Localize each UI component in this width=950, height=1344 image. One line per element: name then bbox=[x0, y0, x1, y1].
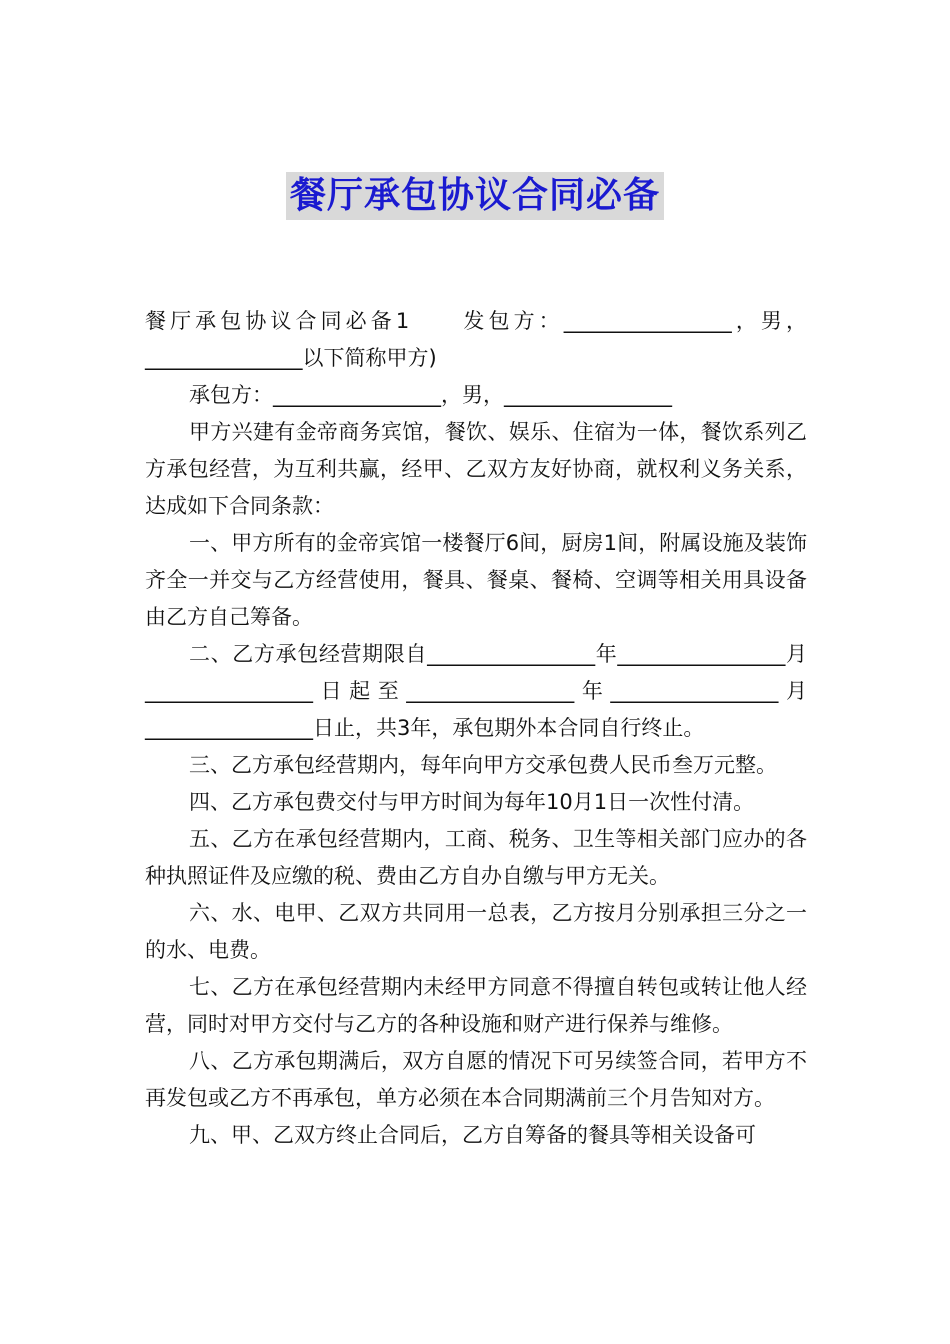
paragraph: 一、甲方所有的金帝宾馆一楼餐厅6间，厨房1间，附属设施及装饰齐全一并交与乙方经营使用，餐具、餐桌、餐椅、空调等相关用具设备由乙方自己筹备。 bbox=[145, 531, 807, 629]
paragraph: 三、乙方承包经营期内，每年向甲方交承包费人民币叁万元整。 bbox=[189, 753, 777, 777]
paragraph: 八、乙方承包期满后，双方自愿的情况下可另续签合同，若甲方不再发包或乙方不再承包，单方必须在本合同期满前三个月告知对方。 bbox=[145, 1049, 807, 1110]
paragraph: 七、乙方在承包经营期内未经甲方同意不得擅自转包或转让他人经营，同时对甲方交付与乙方的各种设施和财产进行保养与维修。 bbox=[145, 975, 807, 1036]
title-container bbox=[0, 172, 950, 220]
paragraph: 餐厅承包协议合同必备1 发包方：________________，男，_______________以下简称甲方) bbox=[145, 309, 807, 370]
paragraph: 九、甲、乙双方终止合同后，乙方自筹备的餐具等相关设备可 bbox=[189, 1123, 756, 1147]
document-body bbox=[145, 303, 807, 1154]
paragraph: 承包方：________________，男，________________ bbox=[189, 383, 672, 407]
paragraph: 六、水、电甲、乙双方共同用一总表，乙方按月分别承担三分之一的水、电费。 bbox=[145, 901, 807, 962]
document-title: 餐厅承包协议合同必备 bbox=[286, 172, 664, 220]
paragraph: 四、乙方承包费交付与甲方时间为每年10月1日一次性付清。 bbox=[189, 790, 755, 814]
paragraph: 二、乙方承包经营期限自________________年________________月________________日起至________________年________________月________________日止，共3年，承包期外本合同自行终止。 bbox=[145, 642, 807, 740]
paragraph: 甲方兴建有金帝商务宾馆，餐饮、娱乐、住宿为一体，餐饮系列乙方承包经营，为互利共赢，经甲、乙双方友好协商，就权利义务关系，达成如下合同条款： bbox=[145, 420, 807, 518]
paragraph: 五、乙方在承包经营期内，工商、税务、卫生等相关部门应办的各种执照证件及应缴的税、费由乙方自办自缴与甲方无关。 bbox=[145, 827, 807, 888]
